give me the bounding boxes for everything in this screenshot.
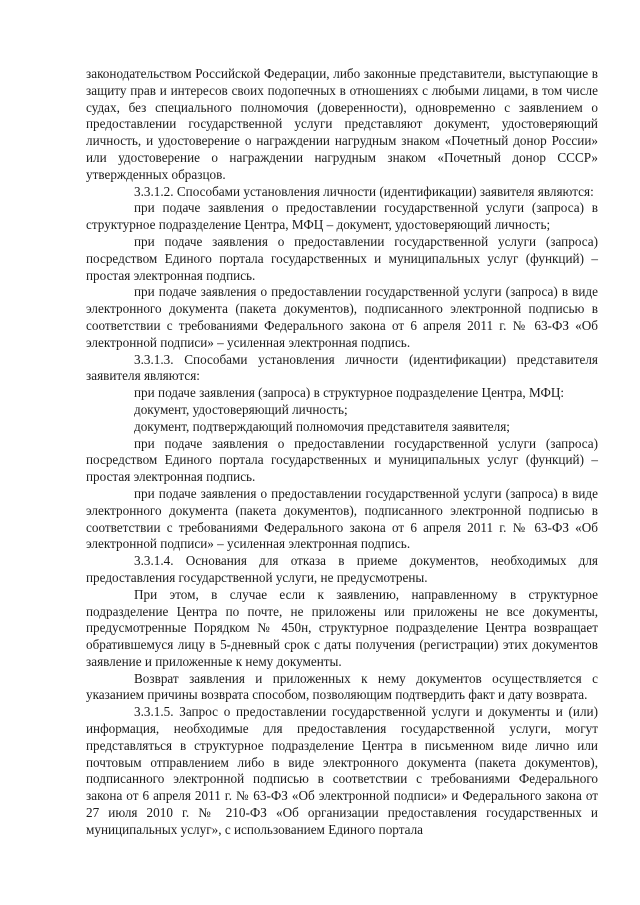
paragraph: при подаче заявления о предоставлении государственной услуги (запроса) посредством Единого портала государственных и муниципальных услуг (функций) – простая электронная подпись. <box>86 233 598 283</box>
paragraph: 3.3.1.2. Способами установления личности (идентификации) заявителя являются: <box>134 183 594 199</box>
paragraph: 3.3.1.3. Способами установления личности (идентификации) представителя заявителя являются: <box>86 351 598 384</box>
paragraph: при подаче заявления о предоставлении государственной услуги (запроса) в структурное подразделение Центра, МФЦ – документ, удостоверяющий личность; <box>86 200 598 233</box>
paragraph: Возврат заявления и приложенных к нему документов осуществляется с указанием причины возврата способом, позволяющим подтвердить факт и дату возврата. <box>86 670 598 703</box>
paragraph: При этом, в случае если к заявлению, направленному в структурное подразделение Центра по почте, не приложены или приложены не все документы, предусмотренные Порядком № 450н, структурное подразделение Центра возвращает обратившемуся лицу в 5-дневный срок с даты получения (регистрации) этих документов заявление и приложенные к нему документы. <box>86 586 598 669</box>
paragraph: документ, удостоверяющий личность; <box>134 401 348 417</box>
document-page <box>86 66 598 839</box>
paragraph: 3.3.1.4. Основания для отказа в приеме документов, необходимых для предоставления государственной услуги, не предусмотрены. <box>86 553 598 585</box>
paragraph: 3.3.1.5. Запрос о предоставлении государственной услуги и документы и (или) информация, необходимые для предоставления государственной услуги, могут представляться в структурное подразделение Центра в письменном виде лично или почтовым отправлением либо в виде электронного документа (пакета документов), подписанного электронной подписью в соответствии с требованиями Федерального закона от 6 апреля 2011 г. № 63-ФЗ «Об электронной подписи» и Федерального закона от 27 июля 2010 г. № 210-ФЗ «Об организации предоставления государственных и муниципальных услуг», с использованием Единого портала <box>86 704 598 837</box>
paragraph: документ, подтверждающий полномочия представителя заявителя; <box>134 418 510 434</box>
paragraph: при подаче заявления о предоставлении государственной услуги (запроса) посредством Единого портала государственных и муниципальных услуг (функций) – простая электронная подпись. <box>86 435 598 485</box>
paragraph: законодательством Российской Федерации, либо законные представители, выступающие в защиту прав и интересов своих подопечных в отношениях с любыми лицами, в том числе судах, без специального полномочия (доверенности), одновременно с заявлением о предоставлении государственной услуги представляют документ, удостоверяющий личность, и удостоверение о награждении нагрудным знаком «Почетный донор России» или удостоверение о награждении нагрудным знаком «Почетный донор СССР» утвержденных образцов. <box>86 66 598 182</box>
paragraph: при подаче заявления о предоставлении государственной услуги (запроса) в виде электронного документа (пакета документов), подписанного электронной подписью в соответствии с требованиями Федерального закона от 6 апреля 2011 г. № 63-ФЗ «Об электронной подписи» – усиленная электронная подпись. <box>86 485 598 552</box>
paragraph: при подаче заявления (запроса) в структурное подразделение Центра, МФЦ: <box>134 385 565 401</box>
paragraph: при подаче заявления о предоставлении государственной услуги (запроса) в виде электронного документа (пакета документов), подписанного электронной подписью в соответствии с требованиями Федерального закона от 6 апреля 2011 г. № 63-ФЗ «Об электронной подписи» – усиленная электронная подпись. <box>86 284 598 350</box>
